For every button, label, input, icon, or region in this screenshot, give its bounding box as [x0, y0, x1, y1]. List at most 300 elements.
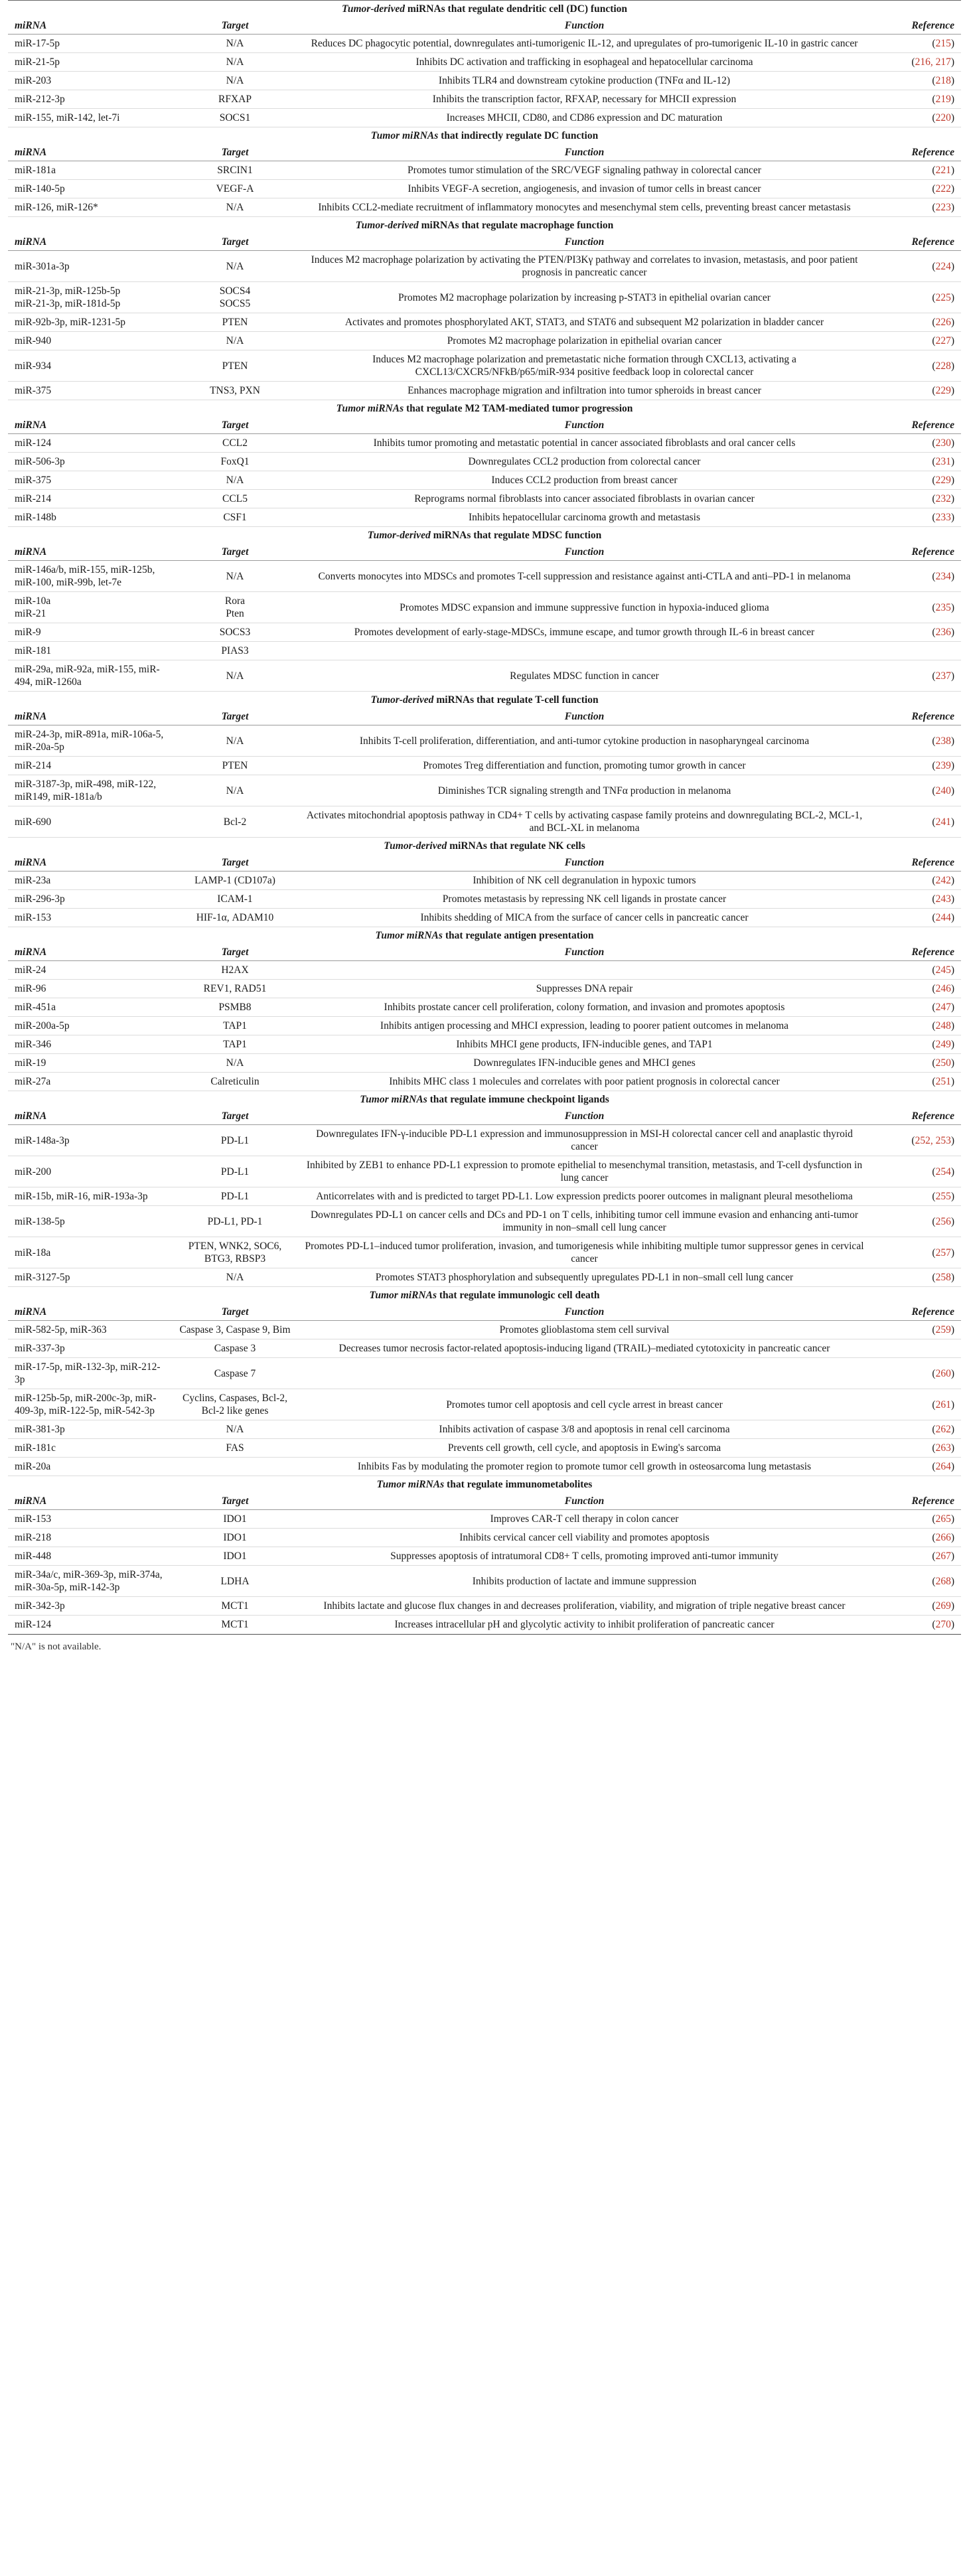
column-header-function: Function: [298, 944, 871, 961]
reference-link[interactable]: 244: [935, 912, 951, 923]
table-row: [8, 382, 961, 400]
function-cell: Prevents cell growth, cell cycle, and apoptosis in Ewing's sarcoma: [298, 1439, 871, 1458]
reference-cell: (229): [871, 382, 961, 400]
column-header-function: Function: [298, 854, 871, 871]
reference-link[interactable]: 226: [935, 317, 951, 328]
column-header-reference: Reference: [871, 417, 961, 434]
reference-cell: (265): [871, 1510, 961, 1529]
function-cell: Promotes M2 macrophage polarization by increasing p-STAT3 in epithelial ovarian cancer: [298, 282, 871, 313]
column-header-function: Function: [298, 708, 871, 725]
mirna-cell: miR-296-3p: [8, 890, 172, 909]
mirna-cell: miR-138-5p: [8, 1206, 172, 1237]
mirna-cell: miR-940: [8, 332, 172, 350]
reference-cell: (221): [871, 161, 961, 180]
table-row: [8, 198, 961, 217]
function-cell: Promotes PD-L1–induced tumor proliferation, invasion, and tumorigenesis while inhibiting multiple tumor suppressor genes in cervical cancer: [298, 1237, 871, 1268]
section-title-text: that regulate immunometabolites: [444, 1479, 593, 1490]
reference-link[interactable]: 229: [935, 475, 951, 486]
mirna-cell: miR-124: [8, 1616, 172, 1634]
target-cell: PTEN: [172, 313, 298, 332]
target-cell: Cyclins, Caspases, Bcl-2, Bcl-2 like genes: [172, 1389, 298, 1420]
reference-cell: (260): [871, 1358, 961, 1389]
table-row: [8, 1597, 961, 1616]
function-cell: Inhibition of NK cell degranulation in hypoxic tumors: [298, 871, 871, 890]
function-cell: Inhibits VEGF-A secretion, angiogenesis, and invasion of tumor cells in breast cancer: [298, 180, 871, 198]
column-header-function: Function: [298, 234, 871, 251]
reference-cell: (257): [871, 1237, 961, 1268]
reference-cell: (255): [871, 1187, 961, 1206]
function-cell: Promotes MDSC expansion and immune suppressive function in hypoxia-induced glioma: [298, 592, 871, 623]
mirna-cell: miR-212-3p: [8, 90, 172, 109]
reference-link[interactable]: 256: [935, 1215, 951, 1227]
target-cell: FoxQ1: [172, 453, 298, 471]
reference-link[interactable]: 234: [935, 570, 951, 582]
table-row: [8, 453, 961, 471]
reference-cell: (237): [871, 660, 961, 692]
mirna-cell: miR-17-5p, miR-132-3p, miR-212-3p: [8, 1358, 172, 1389]
section-title-prefix: Tumor-derived: [367, 530, 431, 541]
section-title-prefix: Tumor miRNAs: [369, 1290, 437, 1301]
reference-cell: (239): [871, 757, 961, 775]
reference-link[interactable]: 264: [935, 1461, 951, 1472]
mirna-cell: miR-301a-3p: [8, 251, 172, 282]
reference-link[interactable]: 245: [935, 964, 951, 976]
table-row: [8, 1035, 961, 1054]
reference-cell: (226): [871, 313, 961, 332]
reference-link[interactable]: 257: [935, 1247, 951, 1258]
target-cell: N/A: [172, 561, 298, 592]
function-cell: Decreases tumor necrosis factor-related apoptosis-inducing ligand (TRAIL)–mediated cytotoxicity in pancreatic cancer: [298, 1339, 871, 1358]
section-title-prefix: Tumor miRNAs: [360, 1094, 427, 1105]
function-cell: Activates and promotes phosphorylated AKT, STAT3, and STAT6 and subsequent M2 polarization in bladder cancer: [298, 313, 871, 332]
reference-cell: (263): [871, 1439, 961, 1458]
mirna-cell: miR-23a: [8, 871, 172, 890]
section-heading: [8, 692, 961, 709]
table-row: [8, 871, 961, 890]
reference-cell: (251): [871, 1073, 961, 1091]
reference-link[interactable]: 251: [935, 1076, 951, 1087]
target-cell: Bcl-2: [172, 806, 298, 838]
reference-link[interactable]: 243: [935, 893, 951, 905]
mirna-cell: miR-582-5p, miR-363: [8, 1321, 172, 1339]
mirna-cell: miR-375: [8, 382, 172, 400]
reference-link[interactable]: 249: [935, 1039, 951, 1050]
function-cell: Inhibits production of lactate and immune suppression: [298, 1566, 871, 1597]
target-cell: SRCIN1: [172, 161, 298, 180]
column-header-row: [8, 708, 961, 725]
function-cell: Inhibits TLR4 and downstream cytokine production (TNFα and IL-12): [298, 72, 871, 90]
section-title-text: miRNAs that regulate dendritic cell (DC) function: [404, 3, 628, 15]
section-heading: [8, 838, 961, 855]
table-row: [8, 980, 961, 998]
reference-cell: (219): [871, 90, 961, 109]
reference-cell: (220): [871, 109, 961, 127]
reference-link[interactable]: 216, 217: [915, 56, 951, 68]
target-cell: PIAS3: [172, 642, 298, 660]
table-row: [8, 508, 961, 527]
reference-link[interactable]: 236: [935, 627, 951, 638]
mirna-cell: miR-506-3p: [8, 453, 172, 471]
reference-link[interactable]: 262: [935, 1424, 951, 1435]
reference-cell: (266): [871, 1529, 961, 1547]
table-row: [8, 313, 961, 332]
target-cell: N/A: [172, 53, 298, 72]
target-cell: CSF1: [172, 508, 298, 527]
column-header-mirna: miRNA: [8, 17, 172, 35]
table-row: [8, 1054, 961, 1073]
reference-link[interactable]: 224: [935, 260, 951, 272]
reference-link[interactable]: 265: [935, 1513, 951, 1525]
reference-cell: (262): [871, 1420, 961, 1439]
section-title: [8, 527, 961, 544]
table-row: [8, 623, 961, 642]
reference-link[interactable]: 237: [935, 670, 951, 682]
section-title-text: that indirectly regulate DC function: [438, 130, 599, 141]
mirna-cell: miR-17-5p: [8, 35, 172, 53]
column-header-row: [8, 1493, 961, 1510]
column-header-row: [8, 854, 961, 871]
column-header-mirna: miRNA: [8, 234, 172, 251]
reference-cell: (242): [871, 871, 961, 890]
reference-link[interactable]: 232: [935, 493, 951, 504]
section-title: [8, 1, 961, 18]
reference-cell: (258): [871, 1268, 961, 1287]
table-row: [8, 1206, 961, 1237]
mirna-cell: miR-18a: [8, 1237, 172, 1268]
table-row: [8, 1321, 961, 1339]
reference-link[interactable]: 261: [935, 1399, 951, 1410]
column-header-reference: Reference: [871, 17, 961, 35]
reference-cell: (218): [871, 72, 961, 90]
reference-link[interactable]: 248: [935, 1020, 951, 1031]
table-row: [8, 490, 961, 508]
mirna-cell: miR-214: [8, 757, 172, 775]
mirna-cell: miR-155, miR-142, let-7i: [8, 109, 172, 127]
reference-link[interactable]: 250: [935, 1057, 951, 1069]
reference-cell: (243): [871, 890, 961, 909]
table-footnote: "N/A" is not available.: [8, 1634, 961, 1653]
table-row: [8, 35, 961, 53]
target-cell: TAP1: [172, 1017, 298, 1035]
section-heading: [8, 1287, 961, 1304]
table-row: [8, 1616, 961, 1634]
function-cell: Promotes Treg differentiation and function, promoting tumor growth in cancer: [298, 757, 871, 775]
target-cell: MCT1: [172, 1616, 298, 1634]
table-row: [8, 725, 961, 757]
section-title-prefix: Tumor miRNAs: [375, 930, 443, 941]
reference-link[interactable]: 235: [935, 601, 951, 613]
reference-link[interactable]: 229: [935, 385, 951, 396]
target-cell: PTEN, WNK2, SOC6, BTG3, RBSP3: [172, 1237, 298, 1268]
reference-link[interactable]: 263: [935, 1442, 951, 1454]
column-header-function: Function: [298, 1108, 871, 1125]
reference-link[interactable]: 242: [935, 875, 951, 886]
table-row: [8, 1529, 961, 1547]
table-row: [8, 109, 961, 127]
reference-link[interactable]: 246: [935, 983, 951, 994]
reference-cell: (233): [871, 508, 961, 527]
column-header-target: Target: [172, 17, 298, 35]
mirna-table: [8, 0, 961, 1634]
reference-link[interactable]: 252, 253: [915, 1134, 951, 1146]
target-cell: N/A: [172, 332, 298, 350]
reference-link[interactable]: 255: [935, 1191, 951, 1202]
function-cell: Inhibits shedding of MICA from the surface of cancer cells in pancreatic cancer: [298, 909, 871, 927]
table-row: [8, 332, 961, 350]
table-row: [8, 1125, 961, 1156]
mirna-cell: miR-203: [8, 72, 172, 90]
section-title-prefix: Tumor-derived: [370, 694, 434, 706]
section-title: [8, 692, 961, 709]
function-cell: Promotes STAT3 phosphorylation and subsequently upregulates PD-L1 in non–small cell lung cancer: [298, 1268, 871, 1287]
column-header-row: [8, 417, 961, 434]
table-body: [8, 1, 961, 1634]
target-cell: Calreticulin: [172, 1073, 298, 1091]
column-header-reference: Reference: [871, 234, 961, 251]
target-cell: CCL2: [172, 434, 298, 453]
mirna-cell: miR-140-5p: [8, 180, 172, 198]
column-header-mirna: miRNA: [8, 944, 172, 961]
reference-link[interactable]: 219: [935, 94, 951, 105]
column-header-function: Function: [298, 1304, 871, 1321]
function-cell: Downregulates CCL2 production from colorectal cancer: [298, 453, 871, 471]
table-row: [8, 1420, 961, 1439]
mirna-cell: miR-200a-5p: [8, 1017, 172, 1035]
section-title-text: miRNAs that regulate T-cell function: [433, 694, 599, 706]
function-cell: Increases MHCII, CD80, and CD86 expression and DC maturation: [298, 109, 871, 127]
mirna-cell: miR-21-3p, miR-125b-5p miR-21-3p, miR-181d-5p: [8, 282, 172, 313]
reference-cell: [871, 1339, 961, 1358]
column-header-mirna: miRNA: [8, 1108, 172, 1125]
reference-cell: (228): [871, 350, 961, 382]
table-row: [8, 890, 961, 909]
section-title-prefix: Tumor miRNAs: [376, 1479, 445, 1490]
mirna-cell: miR-148b: [8, 508, 172, 527]
function-cell: Inhibits hepatocellular carcinoma growth and metastasis: [298, 508, 871, 527]
mirna-cell: miR-20a: [8, 1458, 172, 1476]
function-cell: Inhibited by ZEB1 to enhance PD-L1 expression to promote epithelial to mesenchymal transition, metastasis, and T-cell dysfunction in lung cancer: [298, 1156, 871, 1187]
function-cell: [298, 642, 871, 660]
table-row: [8, 909, 961, 927]
section-title: [8, 217, 961, 234]
section-title-text: miRNAs that regulate NK cells: [447, 840, 585, 852]
target-cell: Caspase 7: [172, 1358, 298, 1389]
target-cell: IDO1: [172, 1510, 298, 1529]
column-header-target: Target: [172, 1304, 298, 1321]
column-header-reference: Reference: [871, 144, 961, 161]
mirna-cell: miR-125b-5p, miR-200c-3p, miR-409-3p, miR-122-5p, miR-542-3p: [8, 1389, 172, 1420]
target-cell: Rora Pten: [172, 592, 298, 623]
reference-link[interactable]: 220: [935, 112, 951, 123]
column-header-row: [8, 234, 961, 251]
reference-cell: (215): [871, 35, 961, 53]
function-cell: Inhibits CCL2-mediate recruitment of inflammatory monocytes and mesenchymal stem cells, preventing breast cancer metastasis: [298, 198, 871, 217]
reference-cell: (259): [871, 1321, 961, 1339]
target-cell: N/A: [172, 1420, 298, 1439]
reference-cell: (269): [871, 1597, 961, 1616]
reference-link[interactable]: 260: [935, 1367, 951, 1379]
table-row: [8, 660, 961, 692]
section-heading: [8, 1476, 961, 1493]
section-title: [8, 1476, 961, 1493]
target-cell: H2AX: [172, 961, 298, 980]
reference-link[interactable]: 267: [935, 1551, 951, 1562]
column-header-function: Function: [298, 417, 871, 434]
function-cell: Suppresses DNA repair: [298, 980, 871, 998]
mirna-cell: miR-126, miR-126*: [8, 198, 172, 217]
target-cell: N/A: [172, 72, 298, 90]
table-row: [8, 775, 961, 806]
section-heading: [8, 400, 961, 417]
function-cell: Anticorrelates with and is predicted to target PD-L1. Low expression predicts poorer outcomes in malignant pleural mesothelioma: [298, 1187, 871, 1206]
column-header-mirna: miRNA: [8, 708, 172, 725]
table-row: [8, 642, 961, 660]
column-header-mirna: miRNA: [8, 854, 172, 871]
reference-link[interactable]: 215: [935, 38, 951, 49]
reference-cell: (238): [871, 725, 961, 757]
reference-cell: (224): [871, 251, 961, 282]
function-cell: Inhibits MHC class 1 molecules and correlates with poor patient prognosis in colorectal cancer: [298, 1073, 871, 1091]
reference-link[interactable]: 259: [935, 1324, 951, 1335]
reference-link[interactable]: 227: [935, 335, 951, 346]
reference-link[interactable]: 218: [935, 75, 951, 86]
target-cell: TAP1: [172, 1035, 298, 1054]
mirna-cell: miR-346: [8, 1035, 172, 1054]
table-row: [8, 1510, 961, 1529]
reference-link[interactable]: 231: [935, 456, 951, 467]
function-cell: Promotes development of early-stage-MDSCs, immune escape, and tumor growth through IL-6 in breast cancer: [298, 623, 871, 642]
reference-link[interactable]: 233: [935, 512, 951, 523]
reference-link[interactable]: 240: [935, 785, 951, 796]
column-header-reference: Reference: [871, 854, 961, 871]
mirna-cell: miR-218: [8, 1529, 172, 1547]
section-title-prefix: Tumor-derived: [341, 3, 405, 15]
table-row: [8, 1187, 961, 1206]
reference-link[interactable]: 225: [935, 291, 951, 303]
section-title-text: that regulate antigen presentation: [442, 930, 594, 941]
function-cell: Downregulates PD-L1 on cancer cells and DCs and PD-1 on T cells, inhibiting tumor cell immune evasion and enhancing anti-tumor immunity in non–small cell lung cancer: [298, 1206, 871, 1237]
table-row: [8, 471, 961, 490]
section-title: [8, 838, 961, 855]
target-cell: PTEN: [172, 757, 298, 775]
column-header-target: Target: [172, 417, 298, 434]
section-title-text: that regulate immunologic cell death: [436, 1290, 600, 1301]
mirna-cell: miR-34a/c, miR-369-3p, miR-374a, miR-30a-5p, miR-142-3p: [8, 1566, 172, 1597]
reference-link[interactable]: 241: [935, 816, 951, 828]
mirna-cell: miR-96: [8, 980, 172, 998]
reference-link[interactable]: 222: [935, 183, 951, 194]
reference-link[interactable]: 221: [935, 165, 951, 176]
section-title-prefix: Tumor-derived: [384, 840, 447, 852]
mirna-cell: miR-29a, miR-92a, miR-155, miR-494, miR-1260a: [8, 660, 172, 692]
target-cell: N/A: [172, 775, 298, 806]
target-cell: SOCS3: [172, 623, 298, 642]
reference-link[interactable]: 269: [935, 1600, 951, 1612]
mirna-cell: miR-181a: [8, 161, 172, 180]
mirna-cell: miR-448: [8, 1547, 172, 1566]
table-row: [8, 251, 961, 282]
reference-cell: (247): [871, 998, 961, 1017]
mirna-cell: miR-381-3p: [8, 1420, 172, 1439]
function-cell: Induces CCL2 production from breast cancer: [298, 471, 871, 490]
target-cell: N/A: [172, 198, 298, 217]
table-row: [8, 72, 961, 90]
target-cell: MCT1: [172, 1597, 298, 1616]
function-cell: Induces M2 macrophage polarization by activating the PTEN/PI3Kγ pathway and correlates to invasion, metastasis, and poor patient prognosis in pancreatic cancer: [298, 251, 871, 282]
mirna-cell: miR-19: [8, 1054, 172, 1073]
table-row: [8, 161, 961, 180]
section-title-text: miRNAs that regulate macrophage function: [418, 220, 614, 231]
reference-link[interactable]: 238: [935, 735, 951, 747]
mirna-cell: miR-153: [8, 1510, 172, 1529]
table-row: [8, 961, 961, 980]
target-cell: PD-L1: [172, 1156, 298, 1187]
reference-link[interactable]: 258: [935, 1272, 951, 1283]
function-cell: Improves CAR-T cell therapy in colon cancer: [298, 1510, 871, 1529]
mirna-cell: miR-21-5p: [8, 53, 172, 72]
reference-cell: (250): [871, 1054, 961, 1073]
section-title-text: that regulate M2 TAM-mediated tumor progression: [404, 403, 633, 414]
function-cell: Inhibits Fas by modulating the promoter region to promote tumor cell growth in osteosarcoma lung metastasis: [298, 1458, 871, 1476]
mirna-cell: miR-15b, miR-16, miR-193a-3p: [8, 1187, 172, 1206]
mirna-cell: miR-146a/b, miR-155, miR-125b, miR-100, miR-99b, let-7e: [8, 561, 172, 592]
column-header-function: Function: [298, 544, 871, 561]
reference-link[interactable]: 228: [935, 360, 951, 372]
reference-cell: (216, 217): [871, 53, 961, 72]
section-heading: [8, 1091, 961, 1108]
reference-link[interactable]: 254: [935, 1166, 951, 1177]
reference-link[interactable]: 230: [935, 437, 951, 449]
target-cell: HIF-1α, ADAM10: [172, 909, 298, 927]
reference-link[interactable]: 223: [935, 202, 951, 213]
reference-cell: (241): [871, 806, 961, 838]
function-cell: Activates mitochondrial apoptosis pathway in CD4+ T cells by activating caspase family proteins and downregulating BCL-2, MCL-1, and BCL-XL in melanoma: [298, 806, 871, 838]
target-cell: PSMB8: [172, 998, 298, 1017]
column-header-target: Target: [172, 944, 298, 961]
reference-cell: (229): [871, 471, 961, 490]
function-cell: Reduces DC phagocytic potential, downregulates anti-tumorigenic IL-12, and upregulates of pro-tumorigenic IL-10 in gastric cancer: [298, 35, 871, 53]
target-cell: TNS3, PXN: [172, 382, 298, 400]
target-cell: PTEN: [172, 350, 298, 382]
reference-cell: (256): [871, 1206, 961, 1237]
reference-link[interactable]: 266: [935, 1532, 951, 1543]
column-header-reference: Reference: [871, 1493, 961, 1510]
function-cell: Promotes tumor cell apoptosis and cell cycle arrest in breast cancer: [298, 1389, 871, 1420]
function-cell: Converts monocytes into MDSCs and promotes T-cell suppression and resistance against anti-CTLA and anti–PD-1 in melanoma: [298, 561, 871, 592]
table-row: [8, 1389, 961, 1420]
reference-link[interactable]: 270: [935, 1619, 951, 1630]
mirna-cell: miR-92b-3p, miR-1231-5p: [8, 313, 172, 332]
function-cell: Inhibits MHCI gene products, IFN-inducible genes, and TAP1: [298, 1035, 871, 1054]
target-cell: SOCS1: [172, 109, 298, 127]
reference-cell: (227): [871, 332, 961, 350]
function-cell: Inhibits DC activation and trafficking in esophageal and hepatocellular carcinoma: [298, 53, 871, 72]
target-cell: FAS: [172, 1439, 298, 1458]
table-row: [8, 1566, 961, 1597]
target-cell: IDO1: [172, 1529, 298, 1547]
reference-link[interactable]: 239: [935, 760, 951, 771]
mirna-cell: miR-181c: [8, 1439, 172, 1458]
function-cell: Inhibits antigen processing and MHCI expression, leading to poorer patient outcomes in melanoma: [298, 1017, 871, 1035]
column-header-function: Function: [298, 144, 871, 161]
reference-cell: (222): [871, 180, 961, 198]
reference-link[interactable]: 268: [935, 1575, 951, 1587]
table-row: [8, 1339, 961, 1358]
reference-link[interactable]: 247: [935, 1002, 951, 1013]
column-header-row: [8, 144, 961, 161]
section-title: [8, 400, 961, 417]
target-cell: N/A: [172, 251, 298, 282]
